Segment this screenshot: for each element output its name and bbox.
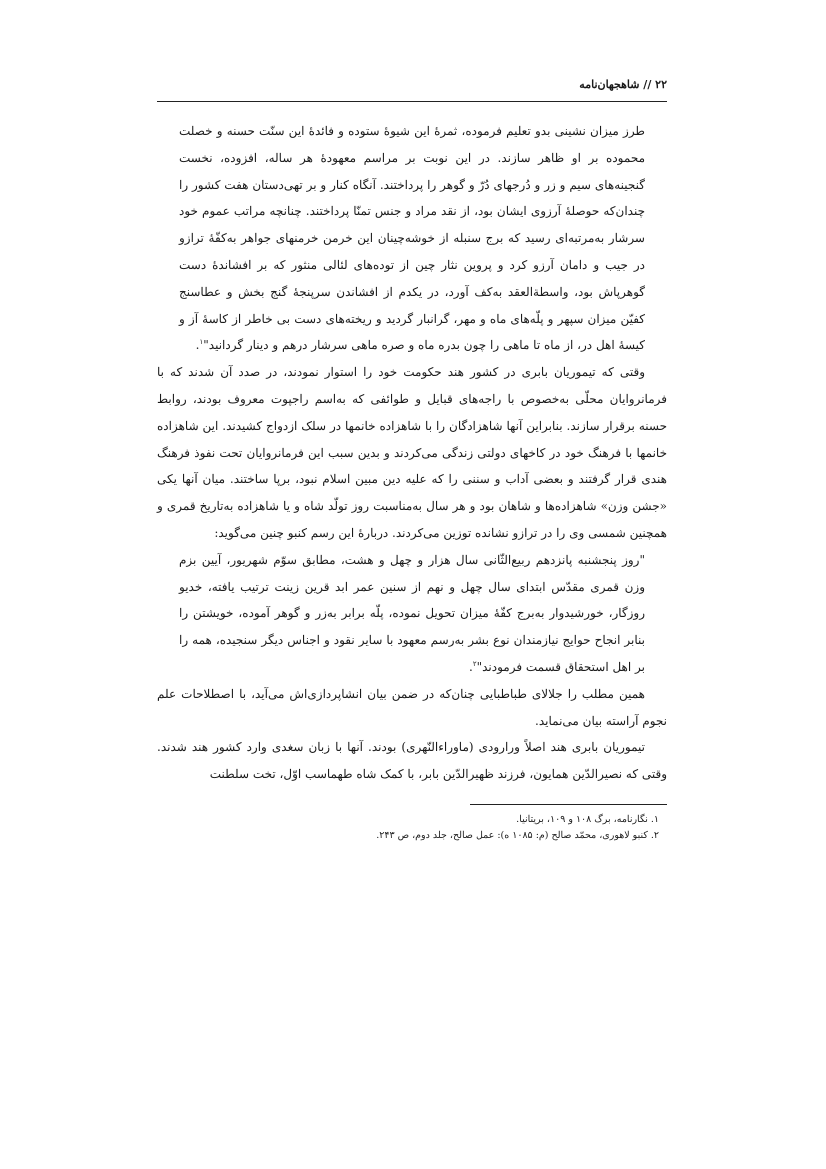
paragraph-text: "روز پنجشنبه پانزدهم ربیع‌الثّانی سال هزار و چهل و هشت، مطابق سوّم شهریور، آیین بزم وزن قمری مقدّس ابتدای سال چهل و نهم از سنین عمر ابد قرین زینت ترتیب یافته، خدیو روزگار، خورشیدوار به‌برج کفّهٔ میزان تحویل نموده، پلّه برابر به‌زر و گوهر آموده، خویشتن را بنابر انجاح حوایج نیازمندان نوع بشر به‌رسم معهود با سایر نقود و اجناس دیگر سنجیده، همه را بر اهل استحقاق قسمت فرمودند": [179, 552, 645, 674]
paragraph-4: همین مطلب را جلالای طباطبایی چنان‌که در ضمن بیان انشاپردازی‌اش می‌آید، با اصطلاحات علم نجوم آراسته بیان می‌نماید.: [157, 686, 667, 728]
quoted-paragraph-1: طرز میزان نشینی بدو تعلیم فرموده، ثمرهٔ این شیوهٔ ستوده و فائدهٔ این سنّت حسنه و خصلت محموده بر او ظاهر سازند. در این نوبت بر مراسم معهودهٔ هر ساله، افزوده، نخست گنجینه‌های سیم و زر و دُرجهای دُرّ و گوهر را پرداختند. آنگاه کنار و بر تهی‌دستان هفت کشور را چندان‌که حوصلهٔ آرزوی ایشان بود، از نقد مراد و جنس تمنّا پرداختند. چنانچه مراتب عموم خود سرشار به‌مرتبه‌ای رسید که برج سنبله از خوشه‌چینان این خرمن خرمنهای جواهر به‌کفّهٔ ترازو در جیب و دامان آرزو کرد و پروین نثار چین از توده‌های لئالی منثور که بر افشاندهٔ دست گوهرپاش بود، واسطةالعقد به‌کف آورد، در یکدم از افشاندن سرپنجهٔ گنج بخش و عطاسنج کفیّن میزان سپهر و پلّه‌های ماه و مهر، گرانبار گردید و ریخته‌های دست بی خاطر از کاسهٔ آز و کیسهٔ اهل در، از ماه تا ماهی را چون بدره ماه و صره ماهی سرشار درهم و دینار گردانید"$^۱$.: [179, 124, 645, 353]
footnote-1: ۱. نگارنامه، برگ ۱۰۸ و ۱۰۹، بریتانیا.: [516, 814, 659, 825]
footnote-ref-2[interactable]: ۲: [472, 659, 477, 668]
quoted-paragraph-2: "روز پنجشنبه پانزدهم ربیع‌الثّانی سال هزار و چهل و هشت، مطابق سوّم شهریور، آیین بزم وزن قمری مقدّس ابتدای سال چهل و نهم از سنین عمر ابد قرین زینت ترتیب یافته، خدیو روزگار، خورشیدوار به‌برج کفّهٔ میزان تحویل نموده، پلّه برابر به‌زر و گوهر آموده، خویشتن را بنابر انجاح حوایج نیازمندان نوع بشر به‌رسم معهود با سایر نقود و اجناس دیگر سنجیده، همه را بر اهل استحقاق قسمت فرمودند"$^۲$.: [179, 552, 645, 674]
footnote-rule: [470, 804, 667, 805]
header-rule: [157, 101, 667, 102]
paragraph-2: وقتی که تیموریان بابری در کشور هند حکومت خود را استوار نمودند، در صدد آن شدند که با فرمانروایان محلّی به‌خصوص با راجه‌های قبایل و طوائفی که به‌اسم راجپوت معروف بودند، روابط حسنه برقرار سازند. بنابراین آنها شاهزادگان را با شاهزاده خانمها در سلک ازدواج کشیدند. این شاهزاده خانمها با فرهنگ خود در کاخهای دولتی زندگی می‌کردند و بدین سبب این فرمانروایان تحت نفوذ فرهنگ هندی قرار گرفتند و بعضی آداب و سننی را که علیه دین مبین اسلام نبود، برپا ساختند. میان آنها یکی «جشن وزن» شاهزاده‌ها و شاهان بود و هر سال به‌مناسبت روز تولّد شاه و یا شاهزاده به‌تاریخ قمری و همچنین شمسی وی را در ترازو نشانده توزین می‌کردند. دربارهٔ این رسم کنبو چنین می‌گوید:: [157, 365, 667, 540]
footnote-2: ۲. کنبو لاهوری، محمّد صالح (م: ۱۰۸۵ ه): عمل صالح، جلد دوم، ص ۲۴۳.: [376, 830, 659, 841]
paragraph-text: طرز میزان نشینی بدو تعلیم فرموده، ثمرهٔ این شیوهٔ ستوده و فائدهٔ این سنّت حسنه و خصلت محموده بر او ظاهر سازند. در این نوبت بر مراسم معهودهٔ هر ساله، افزوده، نخست گنجینه‌های سیم و زر و دُرجهای دُرّ و گوهر را پرداختند. آنگاه کنار و بر تهی‌دستان هفت کشور را چندان‌که حوصلهٔ آرزوی ایشان بود، از نقد مراد و جنس تمنّا پرداختند. چنانچه مراتب عموم خود سرشار به‌مرتبه‌ای رسید که برج سنبله از خوشه‌چینان این خرمن خرمنهای جواهر به‌کفّهٔ ترازو در جیب و دامان آرزو کرد و پروین نثار چین از توده‌های لئالی منثور که بر افشاندهٔ دست گوهرپاش بود، واسطةالعقد به‌کف آورد، در یکدم از افشاندن سرپنجهٔ گنج بخش و عطاسنج کفیّن میزان سپهر و پلّه‌های ماه و مهر، گرانبار گردید و ریخته‌های دست بی خاطر از کاسهٔ آز و کیسهٔ اهل در، از ماه تا ماهی را چون بدره ماه و صره ماهی سرشار درهم و دینار گردانید": [179, 124, 645, 353]
footnote-ref-1[interactable]: ۱: [199, 338, 204, 347]
footnotes: [157, 812, 667, 844]
body-text: [157, 118, 667, 788]
running-header: ۲۲ // شاهجهان‌نامه: [579, 78, 667, 91]
paragraph-5: تیموریان بابری هند اصلاً ورارودی (ماوراءالنّهری) بودند. آنها با زبان سغدی وارد کشور هند شدند. وقتی که نصیرالدّین همایون، فرزند ظهیرالدّین بابر، با کمک شاه طهماسب اوّل، تخت سلطنت: [157, 740, 667, 782]
